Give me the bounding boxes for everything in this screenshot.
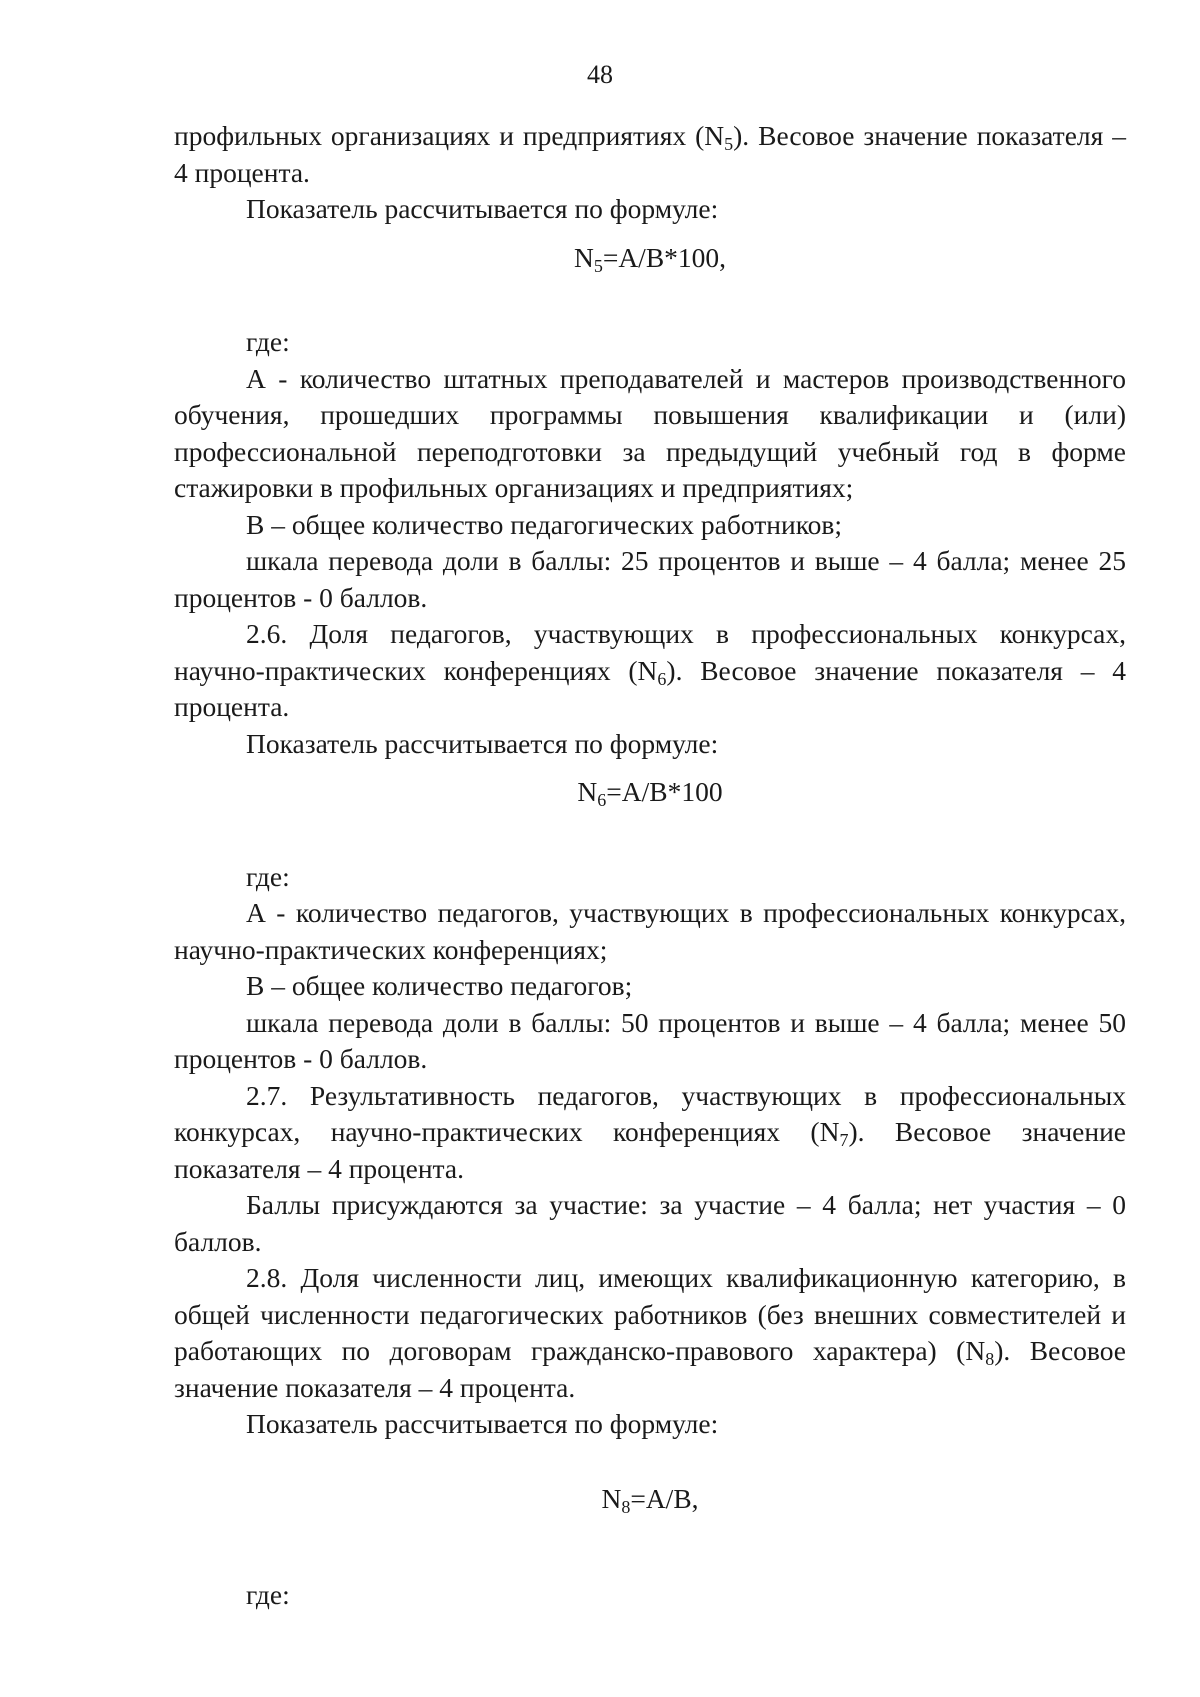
formula-text: =A/B, <box>630 1482 699 1514</box>
formula-text: N <box>577 776 598 807</box>
section-2-7 <box>174 1078 1126 1188</box>
paragraph-continuation <box>174 118 1126 191</box>
formula-text: N <box>573 241 594 273</box>
paragraph-text: ). Весовое значение показателя – 4 процента. <box>174 1116 1126 1184</box>
subscript: 5 <box>724 134 734 154</box>
subscript: 6 <box>657 668 667 689</box>
where-label: где: <box>246 860 290 892</box>
formula-text: N <box>601 1482 622 1514</box>
document-body <box>174 118 1126 1614</box>
paragraph-text: ). Весовое значение показателя – 4 процента. <box>174 1335 1126 1403</box>
formula-n8 <box>174 1481 1126 1518</box>
definition-b: В – общее количество педагогов; <box>246 970 633 1001</box>
formula-intro: Показатель рассчитывается по формуле: <box>246 727 719 759</box>
points-description: Баллы присуждаются за участие: за участие – 4 балла; нет участия – 0 баллов. <box>174 1189 1126 1257</box>
paragraph-text: ). Весовое значение показателя – 4 процента. <box>174 654 1126 722</box>
definition-b: В – общее количество педагогических работников; <box>246 508 843 540</box>
subscript: 8 <box>985 1349 995 1369</box>
formula-text: =A/B*100, <box>602 241 727 273</box>
formula-n6 <box>174 774 1126 811</box>
paragraph-text: 2.7. Результативность педагогов, участвующих в профессиональных конкурсах, научно-практических конференциях (N <box>174 1079 1126 1147</box>
paragraph-text: ). Весовое значение показателя – 4 процента. <box>174 120 1126 188</box>
formula-intro: Показатель рассчитывается по формуле: <box>246 193 719 224</box>
formula-text: =A/B*100 <box>606 776 723 807</box>
subscript: 8 <box>621 1496 631 1517</box>
paragraph-text: профильных организациях и предприятиях (N <box>174 120 725 151</box>
scale-description: шкала перевода доли в баллы: 25 процентов и выше – 4 балла; менее 25 процентов - 0 баллов. <box>174 545 1126 613</box>
subscript: 6 <box>597 790 607 810</box>
paragraph-text: 2.8. Доля численности лиц, имеющих квалификационную категорию, в общей численности педагогических работников (без внешних совместителей и работающих по договорам гражданско-правового характера) (N <box>174 1262 1126 1366</box>
definition-a: А - количество штатных преподавателей и мастеров производственного обучения, прошедших программы повышения квалификации и (или) профессиональной переподготовки за предыдущий учебный год в форме стажировки в профильных организациях и предприятиях; <box>174 362 1126 503</box>
subscript: 5 <box>593 255 603 276</box>
where-label: где: <box>246 326 290 357</box>
section-2-6 <box>174 616 1126 726</box>
scale-description: шкала перевода доли в баллы: 50 процентов и выше – 4 балла; менее 50 процентов - 0 баллов. <box>174 1006 1126 1074</box>
section-2-8 <box>174 1260 1126 1406</box>
paragraph-text: 2.6. Доля педагогов, участвующих в профессиональных конкурсах, научно-практических конференциях (N <box>174 618 1126 686</box>
definition-a: А - количество педагогов, участвующих в профессиональных конкурсах, научно-практических конференциях; <box>174 897 1126 965</box>
where-label: где: <box>246 1579 290 1610</box>
formula-intro: Показатель рассчитывается по формуле: <box>246 1408 719 1439</box>
page-number: 48 <box>587 60 613 89</box>
subscript: 7 <box>839 1130 849 1150</box>
formula-n5 <box>174 240 1126 277</box>
